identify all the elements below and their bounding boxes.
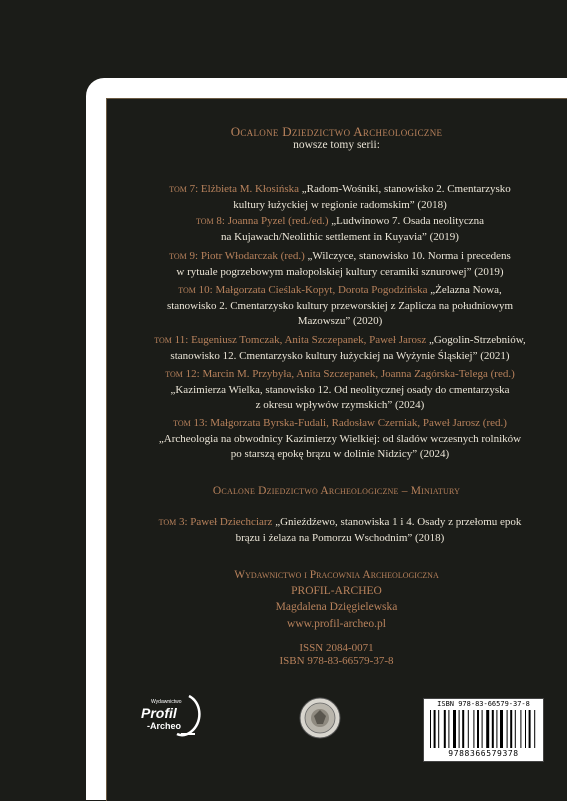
- volume-7: [150, 182, 530, 213]
- barcode-bars: [429, 710, 538, 748]
- issn: ISSN 2084-0071: [299, 642, 374, 654]
- series-title: Ocalone Dziedzictwo Archeologiczne: [230, 124, 443, 139]
- publisher-logo: [137, 694, 205, 738]
- volume-title: „Gogolin-Strzebniów,: [428, 334, 526, 346]
- miniatury-volume-3: [150, 515, 530, 546]
- publisher-name: Wydawnictwo i Pracownia Archeologiczna: [234, 569, 439, 581]
- volume-title-end: Mazowszu” (2020): [297, 315, 383, 327]
- logo-small-text: Wydawnictwo: [151, 699, 182, 705]
- volume-title-cont: po starszą epokę brązu w dolinie Nidzicy” (2024): [230, 448, 450, 460]
- volume-number: tom 3:: [158, 516, 188, 528]
- volume-authors: Małgorzata Byrska-Fudali, Radosław Czerniak, Paweł Jarosz (red.): [210, 417, 507, 429]
- barcode-isbn-text: ISBN 978-83-66579-37-8: [437, 700, 530, 708]
- volume-title-cont: z okresu wpływów rzymskich” (2024): [255, 399, 425, 411]
- volume-number: tom 9:: [169, 250, 199, 262]
- volume-title: „Gnieźdźewo, stanowiska 1 i 4. Osady z przełomu epok: [275, 516, 522, 528]
- volume-number: tom 13:: [173, 417, 208, 429]
- logo-main-text: Profil: [141, 705, 177, 721]
- volume-11: [150, 333, 530, 364]
- barcode: [423, 698, 544, 762]
- volume-title: „Żelazna Nowa,: [430, 284, 502, 296]
- isbn: ISBN 978-83-66579-37-8: [279, 655, 394, 667]
- volume-title-cont: w rytuale pogrzebowym małopolskiej kultury ceramiki sznurowej” (2019): [176, 265, 504, 278]
- volume-12: [150, 367, 530, 414]
- volume-title: „Wilczyce, stanowisko 10. Norma i precedens: [307, 250, 511, 262]
- volume-title-cont: kultury łużyckiej w regionie radomskim” (2018): [233, 198, 447, 211]
- series-subtitle: nowsze tomy serii:: [293, 139, 380, 151]
- volume-title: „Ludwinowo 7. Osada neolityczna: [331, 215, 484, 227]
- volume-8: [150, 214, 530, 245]
- volume-authors: Marcin M. Przybyła, Anita Szczepanek, Joanna Zagórska-Telega (red.): [202, 368, 515, 380]
- volume-title-cont: stanowisko 2. Cmentarzysko kultury przeworskiej z Zaplicza na południowym: [166, 299, 514, 312]
- publisher-owner: Magdalena Dzięgielewska: [275, 601, 398, 613]
- volume-authors: Elżbieta M. Kłosińska: [200, 183, 299, 195]
- volume-number: tom 8:: [196, 215, 225, 227]
- volume-number: tom 10:: [178, 284, 213, 296]
- volume-9: [150, 249, 530, 280]
- volume-number: tom 12:: [165, 368, 200, 380]
- volume-authors: Małgorzata Cieślak-Kopyt, Dorota Pogodzińska: [215, 284, 428, 296]
- volume-title: „Radom-Wośniki, stanowisko 2. Cmentarzysko: [301, 183, 511, 195]
- volume-title-cont: na Kujawach/Neolithic settlement in Kuyavia” (2019): [221, 230, 459, 243]
- volume-authors: Paweł Dziechciarz: [190, 516, 273, 528]
- volume-title-cont: brązu i żelaza na Pomorzu Wschodnim” (2018): [235, 531, 445, 544]
- volume-authors: Joanna Pyzel (red./ed.): [227, 215, 329, 227]
- volume-title: „Archeologia na obwodnicy Kazimierzy Wielkiej: od śladów wczesnych rolników: [158, 432, 522, 445]
- volume-13: [150, 416, 530, 463]
- volume-title-cont: stanowisko 12. Cmentarzysko kultury łużyckiej na Wyżynie Śląskiej” (2021): [170, 349, 510, 362]
- logo-sub-text: -Archeo: [147, 721, 182, 731]
- volume-number: tom 11:: [154, 334, 189, 346]
- miniatury-title: Ocalone Dziedzictwo Archeologiczne – Miniatury: [212, 485, 461, 497]
- publisher-brand: PROFIL-ARCHEO: [291, 585, 382, 597]
- volume-title: „Kazimierza Wielka, stanowisko 12. Od neolitycznej osady do cmentarzyska: [170, 383, 510, 396]
- volume-10: [150, 283, 530, 330]
- website-link[interactable]: www.profil-archeo.pl: [287, 618, 386, 630]
- volume-authors: Eugeniusz Tomczak, Anita Szczepanek, Paweł Jarosz: [191, 334, 427, 346]
- barcode-number: 9788366579378: [448, 749, 519, 758]
- volume-authors: Piotr Włodarczak (red.): [200, 250, 305, 262]
- volume-number: tom 7:: [169, 183, 199, 195]
- seal-emblem: [298, 696, 342, 740]
